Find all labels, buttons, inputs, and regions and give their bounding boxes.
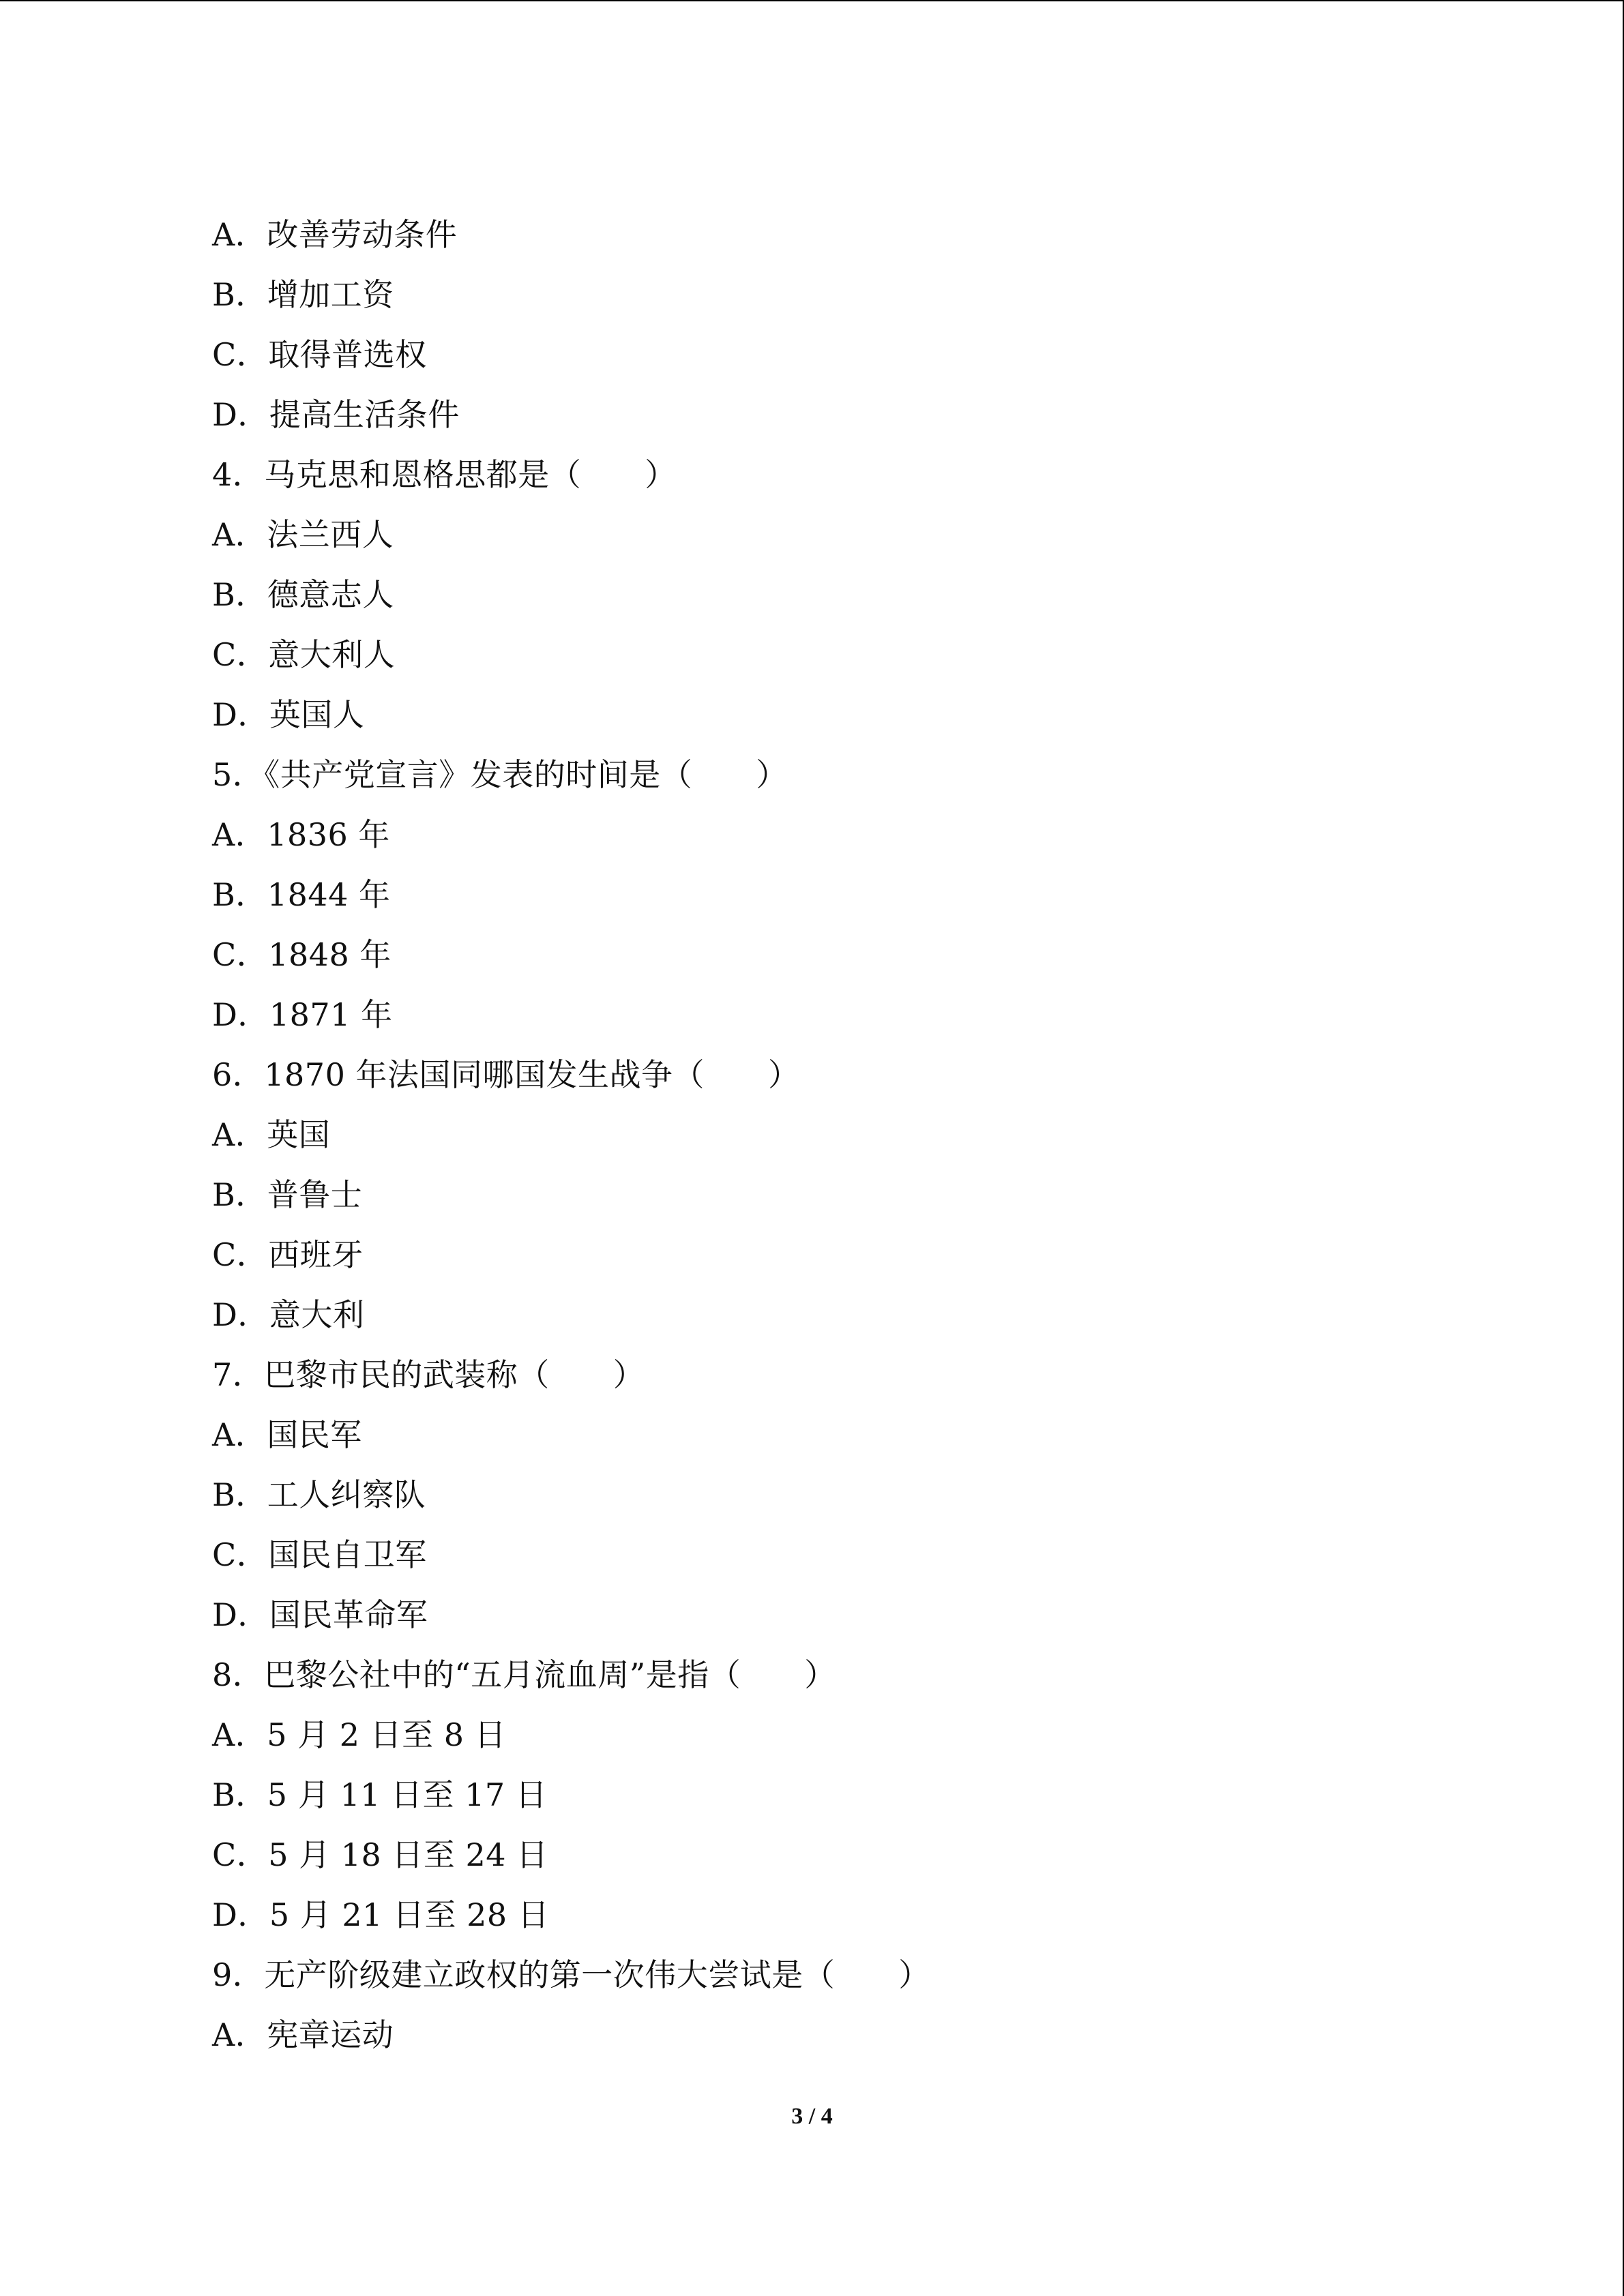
question-8-option-b: B．5 月 11 日至 17 日 [212,1776,548,1813]
question-4: 4．马克思和恩格思都是（ ） [212,456,677,493]
question-4-option-c: C．意大利人 [212,636,396,673]
option-b: B．增加工资 [212,276,394,313]
option-c: C．取得普选权 [212,336,427,373]
question-4-option-d: D．英国人 [212,696,365,733]
question-5: 5．《共产党宣言》发表的时间是（ ） [212,756,788,793]
question-9: 9．无产阶级建立政权的第一次伟大尝试是（ ） [212,1956,930,1993]
question-9-option-a: A．宪章运动 [212,2016,394,2053]
question-8: 8．巴黎公社中的“五月流血周”是指（ ） [212,1656,836,1693]
question-6-option-d: D．意大利 [212,1296,365,1333]
question-7: 7．巴黎市民的武装称（ ） [212,1356,645,1393]
question-8-option-d: D．5 月 21 日至 28 日 [212,1896,550,1933]
option-a: A．改善劳动条件 [212,216,458,253]
question-4-option-b: B．德意志人 [212,576,394,613]
question-7-option-a: A．国民军 [212,1416,362,1453]
question-7-option-d: D．国民革命军 [212,1596,428,1633]
question-5-option-b: B．1844 年 [212,876,391,913]
question-6-option-b: B．普鲁士 [212,1176,363,1213]
question-4-option-a: A．法兰西人 [212,516,394,553]
document-body [212,205,1508,2065]
question-5-option-a: A．1836 年 [212,816,390,853]
question-6: 6．1870 年法国同哪国发生战争（ ） [212,1056,800,1093]
question-5-option-c: C．1848 年 [212,936,392,973]
question-5-option-d: D．1871 年 [212,996,393,1033]
question-8-option-a: A．5 月 2 日至 8 日 [212,1716,507,1753]
question-7-option-c: C．国民自卫军 [212,1536,427,1573]
option-d: D．提高生活条件 [212,396,460,433]
question-8-option-c: C．5 月 18 日至 24 日 [212,1836,548,1873]
page-number: 3 / 4 [791,2104,833,2129]
question-6-option-a: A．英国 [212,1116,331,1153]
question-6-option-c: C．西班牙 [212,1236,364,1273]
question-7-option-b: B．工人纠察队 [212,1476,426,1513]
